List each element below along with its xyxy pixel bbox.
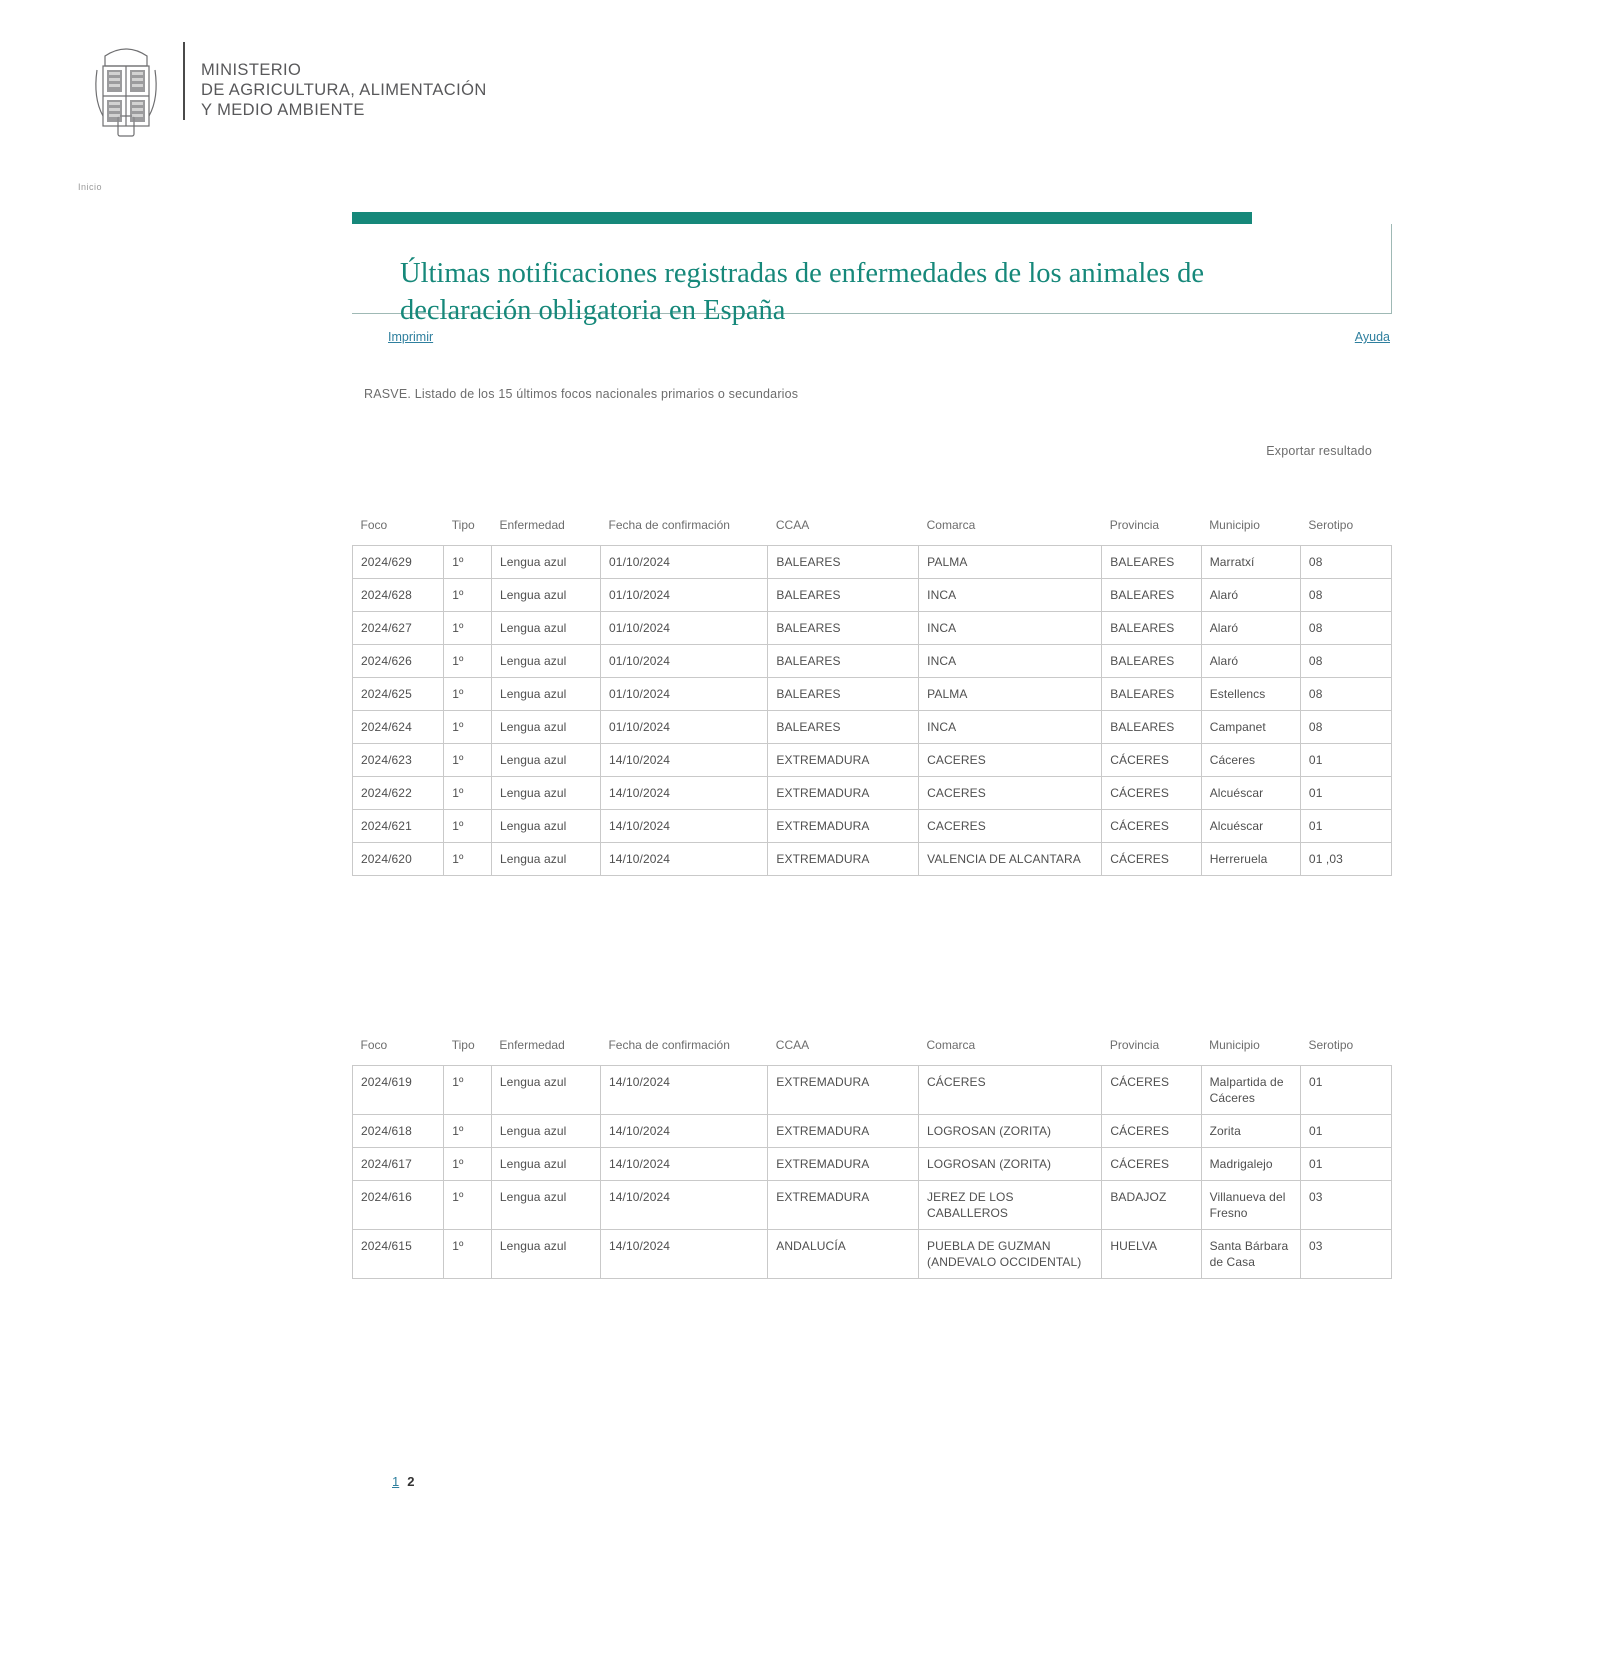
cell-provincia: CÁCERES [1102, 1115, 1201, 1148]
table-row [353, 678, 1392, 711]
cell-ccaa: EXTREMADURA [768, 1181, 919, 1230]
page-title: Últimas notificaciones registradas de enfermedades de los animales de declaración obligatoria en España [400, 258, 1205, 327]
cell-serotipo: 01 [1300, 777, 1391, 810]
cell-ccaa: BALEARES [768, 612, 919, 645]
cell-comarca: PUEBLA DE GUZMAN (ANDEVALO OCCIDENTAL) [919, 1230, 1102, 1279]
table-row [353, 1230, 1392, 1279]
cell-enfermedad: Lengua azul [491, 1230, 600, 1279]
table-header [353, 512, 1392, 546]
cell-serotipo: 01 [1300, 744, 1391, 777]
cell-enfermedad: Lengua azul [491, 612, 600, 645]
cell-enfermedad: Lengua azul [491, 744, 600, 777]
cell-tipo: 1º [444, 546, 492, 579]
cell-provincia: BALEARES [1102, 579, 1201, 612]
cell-serotipo: 03 [1300, 1230, 1391, 1279]
cell-fecha: 14/10/2024 [600, 1148, 767, 1181]
table-row [353, 843, 1392, 876]
cell-provincia: BADAJOZ [1102, 1181, 1201, 1230]
cell-fecha: 14/10/2024 [600, 1230, 767, 1279]
cell-fecha: 01/10/2024 [601, 612, 768, 645]
cell-municipio: Madrigalejo [1201, 1148, 1300, 1181]
cell-comarca: PALMA [919, 678, 1102, 711]
cell-municipio: Marratxí [1201, 546, 1300, 579]
column-header-provincia: Provincia [1109, 518, 1160, 532]
cell-municipio: Santa Bárbara de Casa [1201, 1230, 1300, 1279]
column-header-tipo: Tipo [451, 518, 475, 532]
cell-fecha: 14/10/2024 [600, 1066, 767, 1115]
cell-enfermedad: Lengua azul [491, 645, 600, 678]
cell-municipio: Villanueva del Fresno [1201, 1181, 1300, 1230]
table-header [353, 1032, 1392, 1066]
column-header-comarca: Comarca [926, 1038, 976, 1052]
cell-tipo: 1º [444, 1148, 492, 1181]
cell-municipio: Zorita [1201, 1115, 1300, 1148]
cell-municipio: Alaró [1201, 579, 1300, 612]
table-row [353, 810, 1392, 843]
column-header-enfermedad: Enfermedad [499, 1038, 565, 1052]
print-link[interactable]: Imprimir [388, 330, 434, 344]
results-table-continued [352, 1032, 1392, 1279]
cell-comarca: LOGROSAN (ZORITA) [919, 1148, 1102, 1181]
cell-comarca: CACERES [919, 777, 1102, 810]
results-table [352, 512, 1392, 876]
cell-foco: 2024/625 [353, 678, 444, 711]
panel-links-row [352, 326, 1392, 360]
cell-foco: 2024/620 [353, 843, 444, 876]
results-table-block-2 [352, 1032, 1392, 1279]
table-row [353, 579, 1392, 612]
ministry-line-1: MINISTERIO [201, 61, 302, 79]
cell-fecha: 14/10/2024 [601, 843, 768, 876]
cell-tipo: 1º [444, 612, 492, 645]
cell-ccaa: EXTREMADURA [768, 777, 919, 810]
table-row [353, 645, 1392, 678]
cell-enfermedad: Lengua azul [491, 777, 600, 810]
column-header-fecha: Fecha de confirmación [608, 518, 730, 532]
cell-ccaa: EXTREMADURA [768, 744, 919, 777]
cell-comarca: PALMA [919, 546, 1102, 579]
table-row [353, 546, 1392, 579]
cell-tipo: 1º [444, 711, 492, 744]
cell-serotipo: 08 [1300, 546, 1391, 579]
cell-fecha: 14/10/2024 [600, 1181, 767, 1230]
cell-enfermedad: Lengua azul [491, 1181, 600, 1230]
cell-municipio: Campanet [1201, 711, 1300, 744]
cell-ccaa: BALEARES [768, 579, 919, 612]
panel-title-box [352, 224, 1392, 327]
ministry-line-3: Y MEDIO AMBIENTE [201, 101, 365, 119]
cell-fecha: 14/10/2024 [600, 1115, 767, 1148]
header-divider [183, 42, 185, 120]
cell-fecha: 01/10/2024 [601, 645, 768, 678]
cell-provincia: CÁCERES [1102, 744, 1201, 777]
cell-tipo: 1º [444, 1181, 492, 1230]
cell-fecha: 01/10/2024 [601, 579, 768, 612]
cell-serotipo: 01 [1300, 1148, 1391, 1181]
ministry-line-2: DE AGRICULTURA, ALIMENTACIÓN [201, 81, 487, 99]
help-link[interactable]: Ayuda [1354, 330, 1390, 344]
cell-foco: 2024/616 [353, 1181, 444, 1230]
cell-provincia: CÁCERES [1102, 843, 1201, 876]
cell-comarca: VALENCIA DE ALCANTARA [919, 843, 1102, 876]
cell-serotipo: 08 [1300, 678, 1391, 711]
cell-provincia: CÁCERES [1102, 1148, 1201, 1181]
cell-fecha: 01/10/2024 [601, 546, 768, 579]
cell-fecha: 14/10/2024 [601, 777, 768, 810]
pagination-page-1[interactable]: 1 [392, 1474, 400, 1489]
cell-foco: 2024/618 [353, 1115, 444, 1148]
cell-ccaa: EXTREMADURA [768, 1115, 919, 1148]
table-body-2 [353, 1066, 1392, 1279]
content-panel [352, 212, 1392, 1489]
table-header-row [353, 512, 1392, 546]
cell-tipo: 1º [444, 744, 492, 777]
cell-municipio: Alaró [1201, 645, 1300, 678]
column-header-ccaa: CCAA [775, 1038, 810, 1052]
column-header-enfermedad: Enfermedad [499, 518, 565, 532]
cell-ccaa: EXTREMADURA [768, 843, 919, 876]
cell-tipo: 1º [444, 843, 492, 876]
cell-municipio: Estellencs [1201, 678, 1300, 711]
table-row [353, 711, 1392, 744]
column-header-serotipo: Serotipo [1308, 518, 1354, 532]
cell-foco: 2024/622 [353, 777, 444, 810]
pagination-page-2[interactable]: 2 [407, 1474, 415, 1489]
column-header-ccaa: CCAA [775, 518, 810, 532]
table-header-row [353, 1032, 1392, 1066]
cell-comarca: CACERES [919, 810, 1102, 843]
cell-tipo: 1º [444, 645, 492, 678]
table-row [353, 1181, 1392, 1230]
cell-municipio: Herreruela [1201, 843, 1300, 876]
cell-ccaa: BALEARES [768, 711, 919, 744]
cell-provincia: BALEARES [1102, 645, 1201, 678]
column-header-provincia: Provincia [1109, 1038, 1160, 1052]
cell-provincia: HUELVA [1102, 1230, 1201, 1279]
cell-municipio: Alaró [1201, 612, 1300, 645]
cell-provincia: CÁCERES [1102, 1066, 1201, 1115]
cell-enfermedad: Lengua azul [491, 1148, 600, 1181]
cell-serotipo: 08 [1300, 711, 1391, 744]
cell-comarca: JEREZ DE LOS CABALLEROS [919, 1181, 1102, 1230]
cell-comarca: CÁCERES [919, 1066, 1102, 1115]
cell-municipio: Malpartida de Cáceres [1201, 1066, 1300, 1115]
cell-provincia: BALEARES [1102, 612, 1201, 645]
cell-tipo: 1º [444, 810, 492, 843]
cell-foco: 2024/629 [353, 546, 444, 579]
cell-enfermedad: Lengua azul [491, 1066, 600, 1115]
table-row [353, 1148, 1392, 1181]
spain-coat-of-arms-icon [85, 30, 167, 142]
table-row [353, 1115, 1392, 1148]
cell-foco: 2024/624 [353, 711, 444, 744]
column-header-tipo: Tipo [451, 1038, 475, 1052]
breadcrumb[interactable]: Inicio [78, 182, 103, 192]
cell-municipio: Alcuéscar [1201, 810, 1300, 843]
cell-ccaa: BALEARES [768, 546, 919, 579]
cell-tipo: 1º [444, 1066, 492, 1115]
cell-provincia: BALEARES [1102, 711, 1201, 744]
cell-fecha: 01/10/2024 [601, 678, 768, 711]
results-table-block-1 [352, 512, 1392, 876]
cell-enfermedad: Lengua azul [491, 678, 600, 711]
cell-fecha: 14/10/2024 [601, 744, 768, 777]
cell-municipio: Cáceres [1201, 744, 1300, 777]
cell-foco: 2024/617 [353, 1148, 444, 1181]
cell-ccaa: EXTREMADURA [768, 810, 919, 843]
cell-ccaa: BALEARES [768, 645, 919, 678]
cell-serotipo: 01 ,03 [1300, 843, 1391, 876]
cell-municipio: Alcuéscar [1201, 777, 1300, 810]
cell-enfermedad: Lengua azul [491, 546, 600, 579]
column-header-municipio: Municipio [1209, 1038, 1260, 1052]
column-header-fecha: Fecha de confirmación [608, 1038, 730, 1052]
cell-comarca: LOGROSAN (ZORITA) [919, 1115, 1102, 1148]
cell-tipo: 1º [444, 678, 492, 711]
cell-enfermedad: Lengua azul [491, 810, 600, 843]
cell-provincia: BALEARES [1102, 678, 1201, 711]
table-row [353, 1066, 1392, 1115]
cell-comarca: INCA [919, 579, 1102, 612]
cell-comarca: INCA [919, 711, 1102, 744]
column-header-comarca: Comarca [926, 518, 976, 532]
cell-serotipo: 03 [1300, 1181, 1391, 1230]
cell-serotipo: 01 [1300, 1115, 1391, 1148]
cell-fecha: 01/10/2024 [601, 711, 768, 744]
cell-comarca: INCA [919, 645, 1102, 678]
cell-comarca: INCA [919, 612, 1102, 645]
cell-tipo: 1º [444, 1115, 492, 1148]
cell-provincia: CÁCERES [1102, 810, 1201, 843]
cell-serotipo: 08 [1300, 612, 1391, 645]
cell-serotipo: 08 [1300, 645, 1391, 678]
cell-foco: 2024/623 [353, 744, 444, 777]
cell-comarca: CACERES [919, 744, 1102, 777]
site-header [85, 30, 487, 142]
column-header-serotipo: Serotipo [1308, 1038, 1354, 1052]
cell-ccaa: EXTREMADURA [768, 1148, 919, 1181]
column-header-foco: Foco [360, 1038, 388, 1052]
cell-enfermedad: Lengua azul [491, 1115, 600, 1148]
cell-ccaa: BALEARES [768, 678, 919, 711]
cell-foco: 2024/621 [353, 810, 444, 843]
cell-enfermedad: Lengua azul [491, 711, 600, 744]
list-subtitle: RASVE. Listado de los 15 últimos focos nacionales primarios o secundarios [364, 387, 799, 401]
cell-foco: 2024/627 [353, 612, 444, 645]
column-header-foco: Foco [360, 518, 388, 532]
cell-enfermedad: Lengua azul [491, 579, 600, 612]
cell-foco: 2024/619 [353, 1066, 444, 1115]
cell-foco: 2024/615 [353, 1230, 444, 1279]
cell-foco: 2024/628 [353, 579, 444, 612]
cell-tipo: 1º [444, 777, 492, 810]
export-results-button[interactable]: Exportar resultado [1266, 444, 1372, 458]
cell-ccaa: EXTREMADURA [768, 1066, 919, 1115]
cell-serotipo: 08 [1300, 579, 1391, 612]
table-body-1 [353, 546, 1392, 876]
cell-provincia: CÁCERES [1102, 777, 1201, 810]
cell-enfermedad: Lengua azul [491, 843, 600, 876]
cell-foco: 2024/626 [353, 645, 444, 678]
ministry-name [201, 60, 487, 120]
table-row [353, 612, 1392, 645]
cell-tipo: 1º [444, 579, 492, 612]
cell-tipo: 1º [444, 1230, 492, 1279]
panel-accent-bar [352, 212, 1252, 224]
cell-provincia: BALEARES [1102, 546, 1201, 579]
column-header-municipio: Municipio [1209, 518, 1260, 532]
cell-fecha: 14/10/2024 [601, 810, 768, 843]
pagination [392, 1474, 422, 1489]
cell-serotipo: 01 [1300, 810, 1391, 843]
table-row [353, 777, 1392, 810]
cell-ccaa: ANDALUCÍA [768, 1230, 919, 1279]
cell-serotipo: 01 [1300, 1066, 1391, 1115]
table-row [353, 744, 1392, 777]
